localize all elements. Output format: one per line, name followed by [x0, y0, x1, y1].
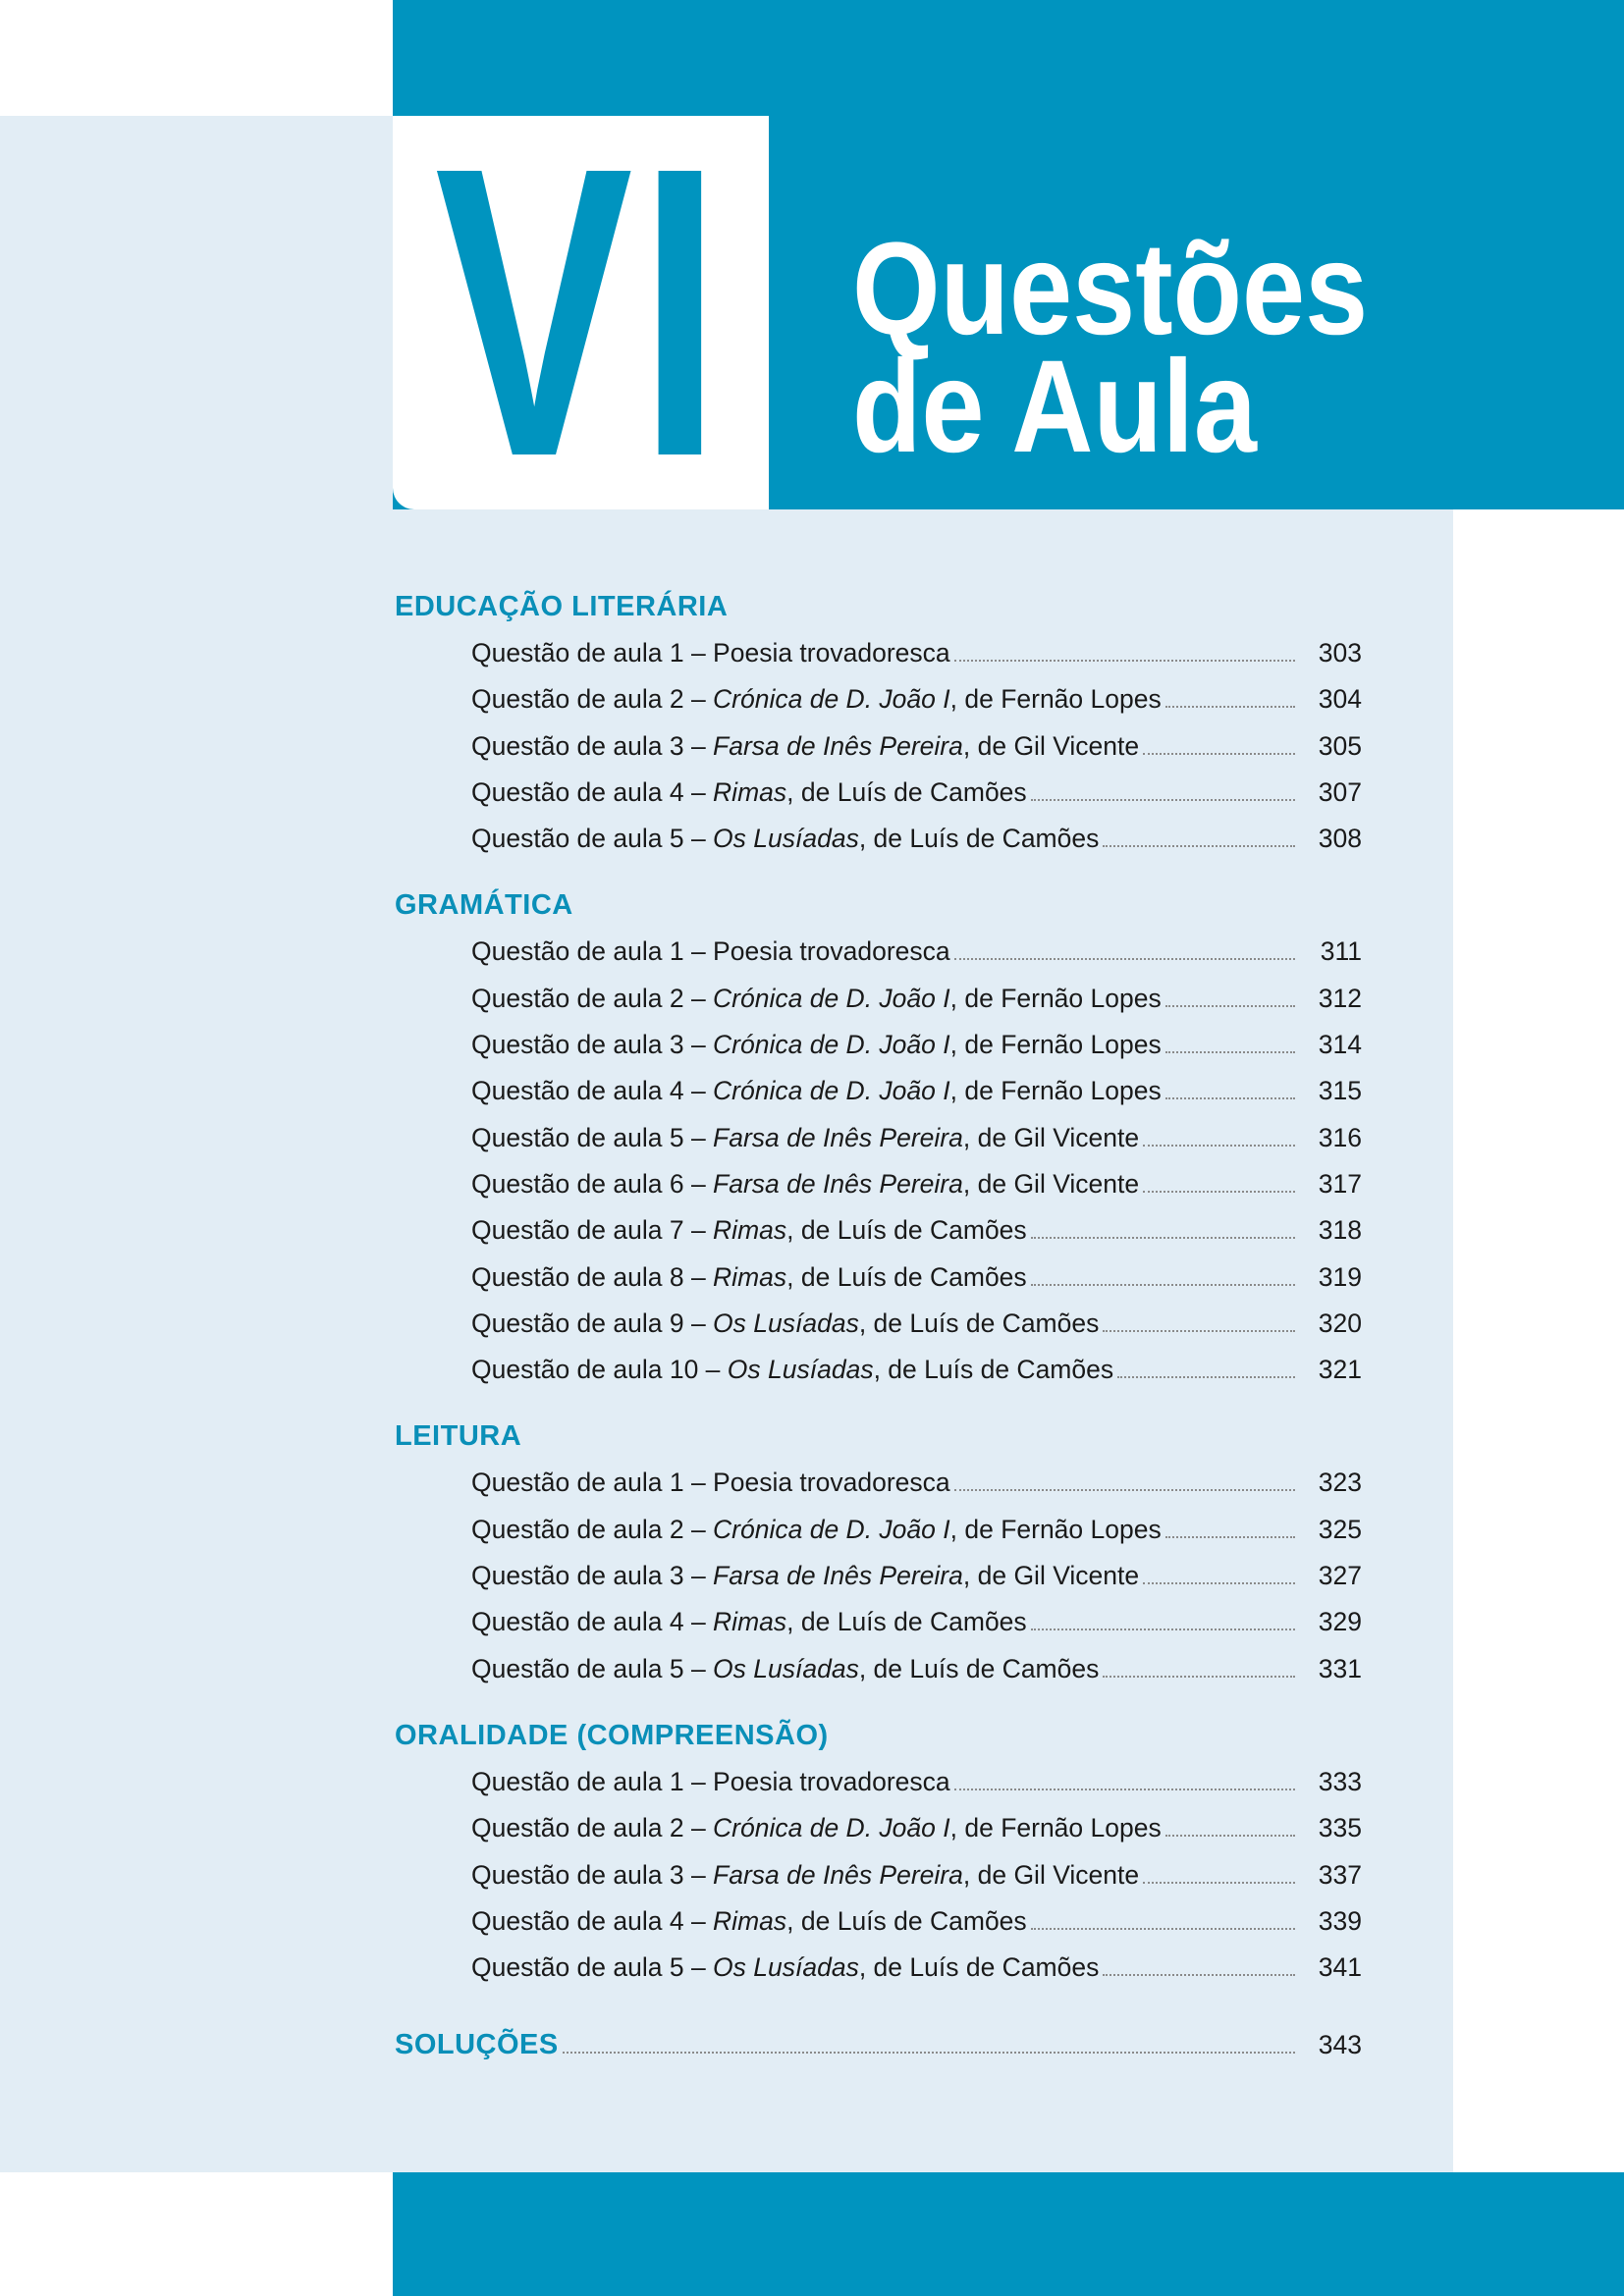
toc-entry[interactable] [395, 723, 1362, 770]
entry-work-title: Crónica de D. João I [713, 1076, 950, 1106]
page-number: 315 [1318, 1076, 1362, 1106]
page-number: 312 [1318, 983, 1362, 1013]
entry-suffix: , de Fernão Lopes [949, 1514, 1162, 1544]
toc-entry[interactable] [395, 1301, 1362, 1347]
toc-entry[interactable] [395, 1460, 1362, 1506]
entry-suffix: , de Luís de Camões [786, 1261, 1027, 1292]
entry-label [471, 723, 1139, 770]
entry-prefix: Questão de aula 10 – [471, 1355, 728, 1385]
toc-entry[interactable] [395, 1646, 1362, 1692]
entry-suffix: , de Fernão Lopes [949, 983, 1162, 1013]
entry-prefix: Questão de aula 1 – [471, 936, 714, 967]
toc-entry[interactable] [395, 630, 1362, 676]
entry-work-title: Crónica de D. João I [713, 1813, 950, 1843]
entry-label [471, 1301, 1099, 1347]
entry-suffix: , de Fernão Lopes [949, 1813, 1162, 1843]
entry-label [471, 676, 1162, 722]
chapter-title-line-1: Questões [852, 216, 1369, 362]
entry-work-title: Os Lusíadas [713, 1952, 859, 1983]
entry-work-title: Farsa de Inês Pereira [713, 1859, 963, 1890]
dot-leader [1143, 1882, 1295, 1884]
toc-section [395, 881, 1362, 1393]
page-number: 308 [1318, 824, 1362, 854]
entry-prefix: Questão de aula 4 – [471, 776, 714, 807]
entry-prefix: Questão de aula 3 – [471, 1561, 714, 1591]
dot-leader [1031, 1629, 1295, 1630]
dot-leader [1165, 1051, 1295, 1053]
entry-suffix: , de Fernão Lopes [949, 1030, 1162, 1060]
dot-leader [954, 660, 1295, 662]
entry-suffix: , de Gil Vicente [962, 1561, 1140, 1591]
entry-suffix: , de Luís de Camões [858, 824, 1100, 854]
dot-leader [1165, 706, 1295, 708]
entry-work-title: Farsa de Inês Pereira [713, 730, 963, 761]
section-title: GRAMÁTICA [395, 889, 573, 922]
page-number: 316 [1318, 1122, 1362, 1152]
entry-work-title: Crónica de D. João I [713, 1514, 950, 1544]
dot-leader [1103, 1974, 1295, 1976]
page-number: 303 [1318, 638, 1362, 667]
entry-suffix: , de Luís de Camões [786, 1607, 1027, 1637]
entry-prefix: Questão de aula 4 – [471, 1607, 714, 1637]
entry-label [471, 1507, 1162, 1553]
entry-label [471, 816, 1099, 862]
entry-work-title: Crónica de D. João I [713, 684, 950, 715]
page-number: 321 [1318, 1355, 1362, 1385]
entry-suffix: , de Gil Vicente [962, 730, 1140, 761]
dot-leader [1031, 1928, 1295, 1930]
toc-entry[interactable] [395, 1759, 1362, 1805]
entry-suffix: , de Gil Vicente [962, 1859, 1140, 1890]
solucoes-label: SOLUÇÕES [395, 2029, 559, 2061]
toc-entry[interactable] [395, 1347, 1362, 1393]
section-title: EDUCAÇÃO LITERÁRIA [395, 591, 729, 622]
dot-leader [1143, 1145, 1295, 1147]
entry-prefix: Questão de aula 1 – [471, 1766, 714, 1796]
dot-leader [1117, 1376, 1295, 1378]
toc-entry[interactable] [395, 1805, 1362, 1851]
entry-work-title: Rimas [713, 776, 787, 807]
toc-entry[interactable] [395, 676, 1362, 722]
toc-entry[interactable] [395, 1115, 1362, 1161]
page-number: 331 [1318, 1653, 1362, 1683]
entry-suffix: , de Luís de Camões [786, 1215, 1027, 1246]
entry-prefix: Questão de aula 3 – [471, 1859, 714, 1890]
entry-work-title: Crónica de D. João I [713, 1030, 950, 1060]
entry-prefix: Questão de aula 4 – [471, 1905, 714, 1936]
dot-leader [1143, 753, 1295, 755]
entry-label [471, 1805, 1162, 1851]
page-number: 320 [1318, 1308, 1362, 1338]
entry-suffix: , de Luís de Camões [786, 1905, 1027, 1936]
entry-prefix: Questão de aula 4 – [471, 1076, 714, 1106]
section-title: ORALIDADE (COMPREENSÃO) [395, 1719, 829, 1751]
page-number: 311 [1320, 936, 1362, 967]
page-number: 329 [1318, 1607, 1362, 1637]
page-number: 341 [1318, 1952, 1362, 1983]
entry-work-title: Farsa de Inês Pereira [713, 1561, 963, 1591]
entry-prefix: Questão de aula 2 – [471, 1813, 714, 1843]
entry-work-title: Rimas [713, 1905, 787, 1936]
page-number: 325 [1318, 1514, 1362, 1544]
entry-prefix: Questão de aula 1 – [471, 638, 714, 667]
entry-prefix: Questão de aula 8 – [471, 1261, 714, 1292]
toc-entry[interactable] [395, 1553, 1362, 1599]
entry-label [471, 1347, 1113, 1393]
chapter-numeral: VI [434, 81, 728, 543]
entry-suffix: Poesia trovadoresca [713, 1468, 950, 1498]
page-number: 339 [1318, 1905, 1362, 1936]
page-number: 333 [1318, 1766, 1362, 1796]
toc-section [395, 1712, 1362, 1991]
page-number: 317 [1318, 1168, 1362, 1199]
chapter-title [852, 216, 1369, 480]
entry-label [471, 976, 1162, 1022]
page-number: 327 [1318, 1561, 1362, 1591]
entry-label [471, 1599, 1027, 1645]
dot-leader [1143, 1191, 1295, 1193]
entry-suffix: , de Gil Vicente [962, 1168, 1140, 1199]
entry-suffix: Poesia trovadoresca [713, 638, 950, 667]
entry-suffix: , de Fernão Lopes [949, 1076, 1162, 1106]
entry-label [471, 1852, 1139, 1898]
entry-prefix: Questão de aula 6 – [471, 1168, 714, 1199]
entry-label [471, 770, 1027, 816]
page-number: 337 [1318, 1859, 1362, 1890]
entry-suffix: , de Luís de Camões [873, 1355, 1114, 1385]
entry-prefix: Questão de aula 3 – [471, 730, 714, 761]
entry-label [471, 1553, 1139, 1599]
dot-leader [954, 1489, 1295, 1491]
entry-prefix: Questão de aula 9 – [471, 1308, 714, 1338]
chapter-numeral-box [393, 81, 769, 543]
page-number: 307 [1318, 776, 1362, 807]
dot-leader [563, 2052, 1295, 2054]
dot-leader [954, 1789, 1295, 1790]
dot-leader [1165, 1835, 1295, 1837]
entry-work-title: Os Lusíadas [713, 1653, 859, 1683]
dot-leader [1165, 1097, 1295, 1099]
entry-label [471, 1068, 1162, 1114]
toc-entry[interactable] [395, 1022, 1362, 1068]
toc-entry[interactable] [395, 1161, 1362, 1207]
toc-entry[interactable] [395, 1599, 1362, 1645]
entry-prefix: Questão de aula 5 – [471, 824, 714, 854]
toc-entry-solucoes[interactable] [395, 2020, 1362, 2069]
entry-label [471, 1460, 950, 1506]
entry-label [471, 1207, 1027, 1254]
entry-prefix: Questão de aula 2 – [471, 983, 714, 1013]
entry-label [471, 1945, 1099, 1991]
dot-leader [1031, 1237, 1295, 1239]
entry-prefix: Questão de aula 2 – [471, 684, 714, 715]
entry-suffix: , de Luís de Camões [786, 776, 1027, 807]
toc-entry[interactable] [395, 1898, 1362, 1945]
entry-label [471, 630, 950, 676]
toc-entry[interactable] [395, 1255, 1362, 1301]
dot-leader [1165, 1005, 1295, 1007]
toc-section [395, 1413, 1362, 1691]
entry-suffix: , de Luís de Camões [858, 1952, 1100, 1983]
dot-leader [1143, 1582, 1295, 1584]
page-number: 304 [1318, 684, 1362, 715]
entry-prefix: Questão de aula 5 – [471, 1122, 714, 1152]
toc-entry[interactable] [395, 770, 1362, 816]
chapter-title-line-2: de Aula [852, 334, 1257, 480]
entry-work-title: Farsa de Inês Pereira [713, 1122, 963, 1152]
dot-leader [1103, 1676, 1295, 1678]
entry-work-title: Farsa de Inês Pereira [713, 1168, 963, 1199]
entry-suffix: , de Luís de Camões [858, 1653, 1100, 1683]
entry-label [471, 1255, 1027, 1301]
entry-label [471, 929, 950, 975]
entry-suffix: , de Gil Vicente [962, 1122, 1140, 1152]
toc-entry[interactable] [395, 976, 1362, 1022]
entry-work-title: Os Lusíadas [727, 1355, 874, 1385]
dot-leader [1031, 799, 1295, 801]
entry-work-title: Rimas [713, 1215, 787, 1246]
entry-suffix: Poesia trovadoresca [713, 936, 950, 967]
toc-sections [395, 583, 1362, 1991]
toc-section [395, 583, 1362, 862]
page-number: 319 [1318, 1261, 1362, 1292]
page-number: 314 [1318, 1030, 1362, 1060]
entry-work-title: Rimas [713, 1261, 787, 1292]
page-number: 343 [1318, 2030, 1362, 2060]
entry-label [471, 1759, 950, 1805]
entry-suffix: Poesia trovadoresca [713, 1766, 950, 1796]
dot-leader [1103, 1330, 1295, 1332]
entry-work-title: Rimas [713, 1607, 787, 1637]
page-number: 323 [1318, 1468, 1362, 1498]
section-title: LEITURA [395, 1420, 522, 1453]
entry-suffix: , de Fernão Lopes [949, 684, 1162, 715]
entry-work-title: Crónica de D. João I [713, 983, 950, 1013]
toc-entry[interactable] [395, 929, 1362, 975]
entry-prefix: Questão de aula 2 – [471, 1514, 714, 1544]
dot-leader [1103, 845, 1295, 847]
entry-label [471, 1022, 1162, 1068]
entry-label [471, 1898, 1027, 1945]
entry-work-title: Os Lusíadas [713, 1308, 859, 1338]
toc-entry[interactable] [395, 1945, 1362, 1991]
dot-leader [1031, 1284, 1295, 1286]
entry-prefix: Questão de aula 3 – [471, 1030, 714, 1060]
entry-suffix: , de Luís de Camões [858, 1308, 1100, 1338]
toc-entry[interactable] [395, 1068, 1362, 1114]
entry-prefix: Questão de aula 5 – [471, 1653, 714, 1683]
dot-leader [1165, 1536, 1295, 1538]
toc-entry[interactable] [395, 1507, 1362, 1553]
dot-leader [954, 958, 1295, 960]
entry-prefix: Questão de aula 1 – [471, 1468, 714, 1498]
entry-label [471, 1115, 1139, 1161]
entry-label [471, 1646, 1099, 1692]
entry-label [471, 1161, 1139, 1207]
entry-prefix: Questão de aula 7 – [471, 1215, 714, 1246]
toc-entry[interactable] [395, 1852, 1362, 1898]
footer-bar [393, 2172, 1624, 2296]
page-number: 335 [1318, 1813, 1362, 1843]
table-of-contents [395, 583, 1362, 2069]
page-number: 305 [1318, 730, 1362, 761]
entry-work-title: Os Lusíadas [713, 824, 859, 854]
entry-prefix: Questão de aula 5 – [471, 1952, 714, 1983]
toc-entry[interactable] [395, 1207, 1362, 1254]
page-number: 318 [1318, 1215, 1362, 1246]
toc-entry[interactable] [395, 816, 1362, 862]
